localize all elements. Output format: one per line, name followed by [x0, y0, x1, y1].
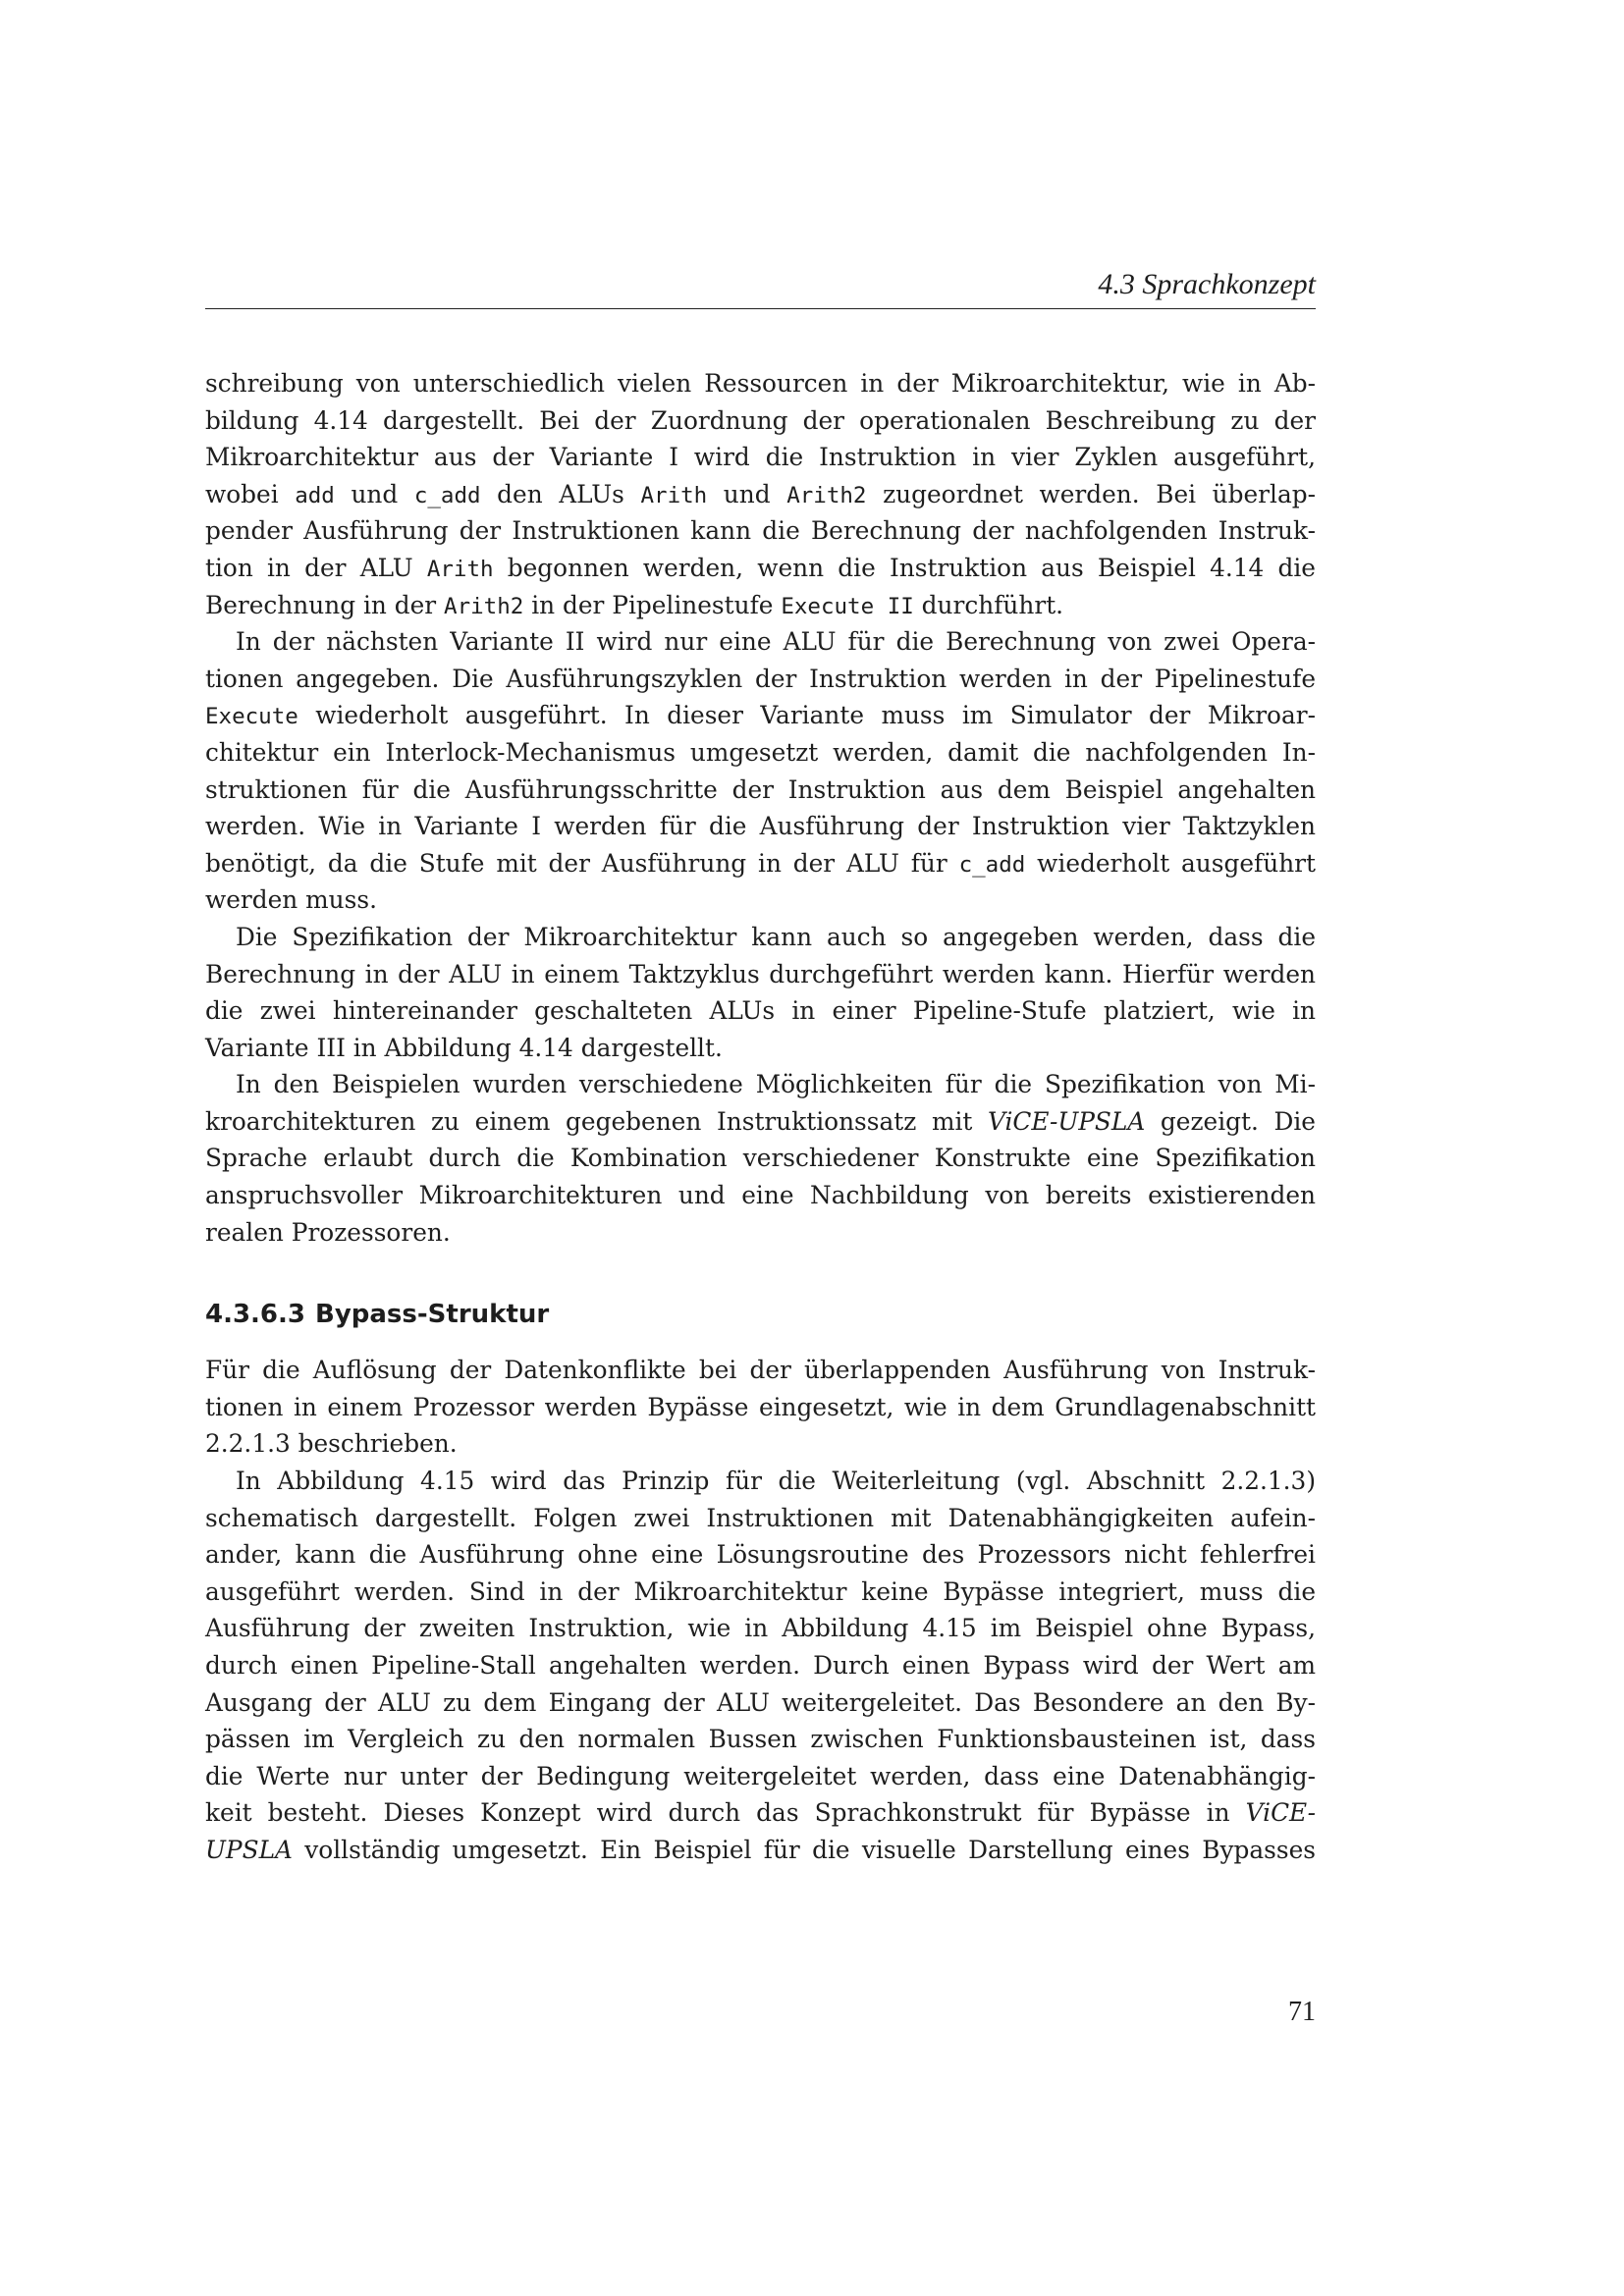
- text-line: pender Ausführung der Instruktionen kann die Berechnung der nachfolgenden Instruk-: [205, 516, 1316, 546]
- text-line: Berechnung in der ALU in einem Taktzyklus durchgeführt werden kann. Hierfür werden: [205, 959, 1316, 988]
- text-line: werden muss.: [205, 885, 377, 915]
- text-line: Mikroarchitektur aus der Variante I wird die Instruktion in vier Zyklen ausgeführt,: [205, 443, 1316, 472]
- text-run: kroarchitekturen zu einem gegebenen Instruktionssatz mit: [205, 1106, 989, 1136]
- text-line: tionen angegeben. Die Ausführungszyklen der Instruktion werden in der Pipelinestufe: [205, 664, 1316, 693]
- code-add: add: [295, 482, 335, 508]
- text-line: [205, 587, 1316, 624]
- text-line: Für die Auflösung der Datenkonflikte bei der überlappenden Ausführung von Instruk-: [205, 1356, 1316, 1385]
- text-line: [205, 550, 1316, 587]
- text-line: [205, 1103, 1316, 1141]
- section-heading: [205, 1297, 1316, 1332]
- text-line: pässen im Vergleich zu den normalen Bussen zwischen Funktionsbausteinen ist, dass: [205, 1725, 1316, 1754]
- text-line: Variante III in Abbildung 4.14 dargestellt.: [205, 1033, 723, 1062]
- text-line: In den Beispielen wurden verschiedene Möglichkeiten für die Spezifikation von Mi-: [236, 1070, 1316, 1099]
- paragraph-2: [205, 623, 1316, 919]
- paragraph-4: [205, 1066, 1316, 1251]
- text-line: chitektur ein Interlock-Mechanismus umgesetzt werden, damit die nachfolgenden In-: [205, 737, 1316, 767]
- text-run: durchführt.: [913, 590, 1064, 619]
- text-line: In der nächsten Variante II wird nur eine ALU für die Berechnung von zwei Opera-: [236, 627, 1316, 657]
- code-execute-ii: Execute II: [781, 593, 914, 619]
- text-line: bildung 4.14 dargestellt. Bei der Zuordnung der operationalen Beschreibung zu der: [205, 405, 1316, 435]
- text-run: wobei: [205, 479, 296, 508]
- text-line: Die Spezifikation der Mikroarchitektur kann auch so angegeben werden, dass die: [236, 922, 1316, 951]
- text-line: Ausführung der zweiten Instruktion, wie in Abbildung 4.15 im Beispiel ohne Bypass,: [205, 1614, 1316, 1643]
- paragraph-5: [205, 1352, 1316, 1463]
- code-c-add: c_add: [413, 482, 481, 508]
- section-number: 4.3.6.3: [205, 1300, 305, 1330]
- text-run: Berechnung in der: [205, 590, 445, 619]
- code-execute: Execute: [205, 704, 298, 730]
- text-line: [205, 697, 1316, 734]
- text-line: ausgeführt werden. Sind in der Mikroarchitektur keine Bypässe integriert, muss die: [205, 1576, 1316, 1606]
- paragraph-3: [205, 919, 1316, 1066]
- text-line: [205, 1794, 1316, 1832]
- text-line: [205, 845, 1316, 882]
- text-line: In Abbildung 4.15 wird das Prinzip für die Weiterleitung (vgl. Abschnitt 2.2.1.3): [236, 1467, 1316, 1496]
- text-run: in der Pipelinestufe: [523, 590, 782, 619]
- text-run: und: [707, 479, 787, 508]
- text-line: schematisch dargestellt. Folgen zwei Instruktionen mit Datenabhängigkeiten aufein-: [205, 1503, 1316, 1532]
- text-line: struktionen für die Ausführungsschritte der Instruktion aus dem Beispiel angehalten: [205, 774, 1316, 804]
- text-line: 2.2.1.3 beschrieben.: [205, 1429, 458, 1459]
- section-title: Bypass-Struktur: [315, 1300, 550, 1330]
- code-arith2: Arith2: [786, 482, 867, 508]
- text-line: anspruchsvoller Mikroarchitekturen und eine Nachbildung von bereits existierenden: [205, 1181, 1316, 1210]
- text-line: ander, kann die Ausführung ohne eine Lösungsroutine des Prozessors nicht fehlerfrei: [205, 1540, 1316, 1570]
- text-run: und: [334, 479, 414, 508]
- text-line: werden. Wie in Variante I werden für die Ausführung der Instruktion vier Taktzyklen: [205, 812, 1316, 841]
- vice-upsla-term: ViCE-UPSLA: [988, 1106, 1146, 1136]
- text-run: keit besteht. Dieses Konzept wird durch das Sprachkonstrukt für Bypässe in: [205, 1798, 1246, 1828]
- text-line: schreibung von unterschiedlich vielen Ressourcen in der Mikroarchitektur, wie in Ab-: [205, 369, 1316, 398]
- text-line: die Werte nur unter der Bedingung weitergeleitet werden, dass eine Datenabhängig-: [205, 1761, 1316, 1790]
- body-text: [205, 365, 1316, 1869]
- text-run: begonnen werden, wenn die Instruktion aus Beispiel 4.14 die: [493, 553, 1316, 582]
- code-arith2: Arith2: [444, 593, 524, 619]
- text-run: zugeordnet werden. Bei überlap-: [866, 479, 1316, 508]
- text-line: Sprache erlaubt durch die Kombination verschiedener Konstrukte eine Spezifikation: [205, 1144, 1316, 1173]
- text-line: die zwei hintereinander geschalteten ALUs in einer Pipeline-Stufe platziert, wie in: [205, 996, 1316, 1026]
- code-c-add: c_add: [958, 851, 1026, 878]
- paragraph-1: [205, 365, 1316, 623]
- text-line: durch einen Pipeline-Stall angehalten werden. Durch einen Bypass wird der Wert am: [205, 1651, 1316, 1680]
- text-line: tionen in einem Prozessor werden Bypässe eingesetzt, wie in dem Grundlagenabschnitt: [205, 1392, 1316, 1421]
- text-run: wiederholt ausgeführt. In dieser Variante muss im Simulator der Mikroar-: [298, 701, 1316, 730]
- text-run: wiederholt ausgeführt: [1025, 848, 1316, 878]
- vice-upsla-term: ViCE-: [1245, 1798, 1316, 1828]
- text-run: tion in der ALU: [205, 553, 427, 582]
- text-line: [205, 1832, 1316, 1869]
- paragraph-6: [205, 1463, 1316, 1869]
- text-line: [205, 476, 1316, 513]
- page-number: 71: [1288, 1997, 1316, 2027]
- header-rule: [205, 308, 1316, 309]
- running-header: 4.3 Sprachkonzept: [1098, 268, 1316, 300]
- vice-upsla-term: UPSLA: [205, 1835, 293, 1864]
- text-run: benötigt, da die Stufe mit der Ausführung in der ALU für: [205, 848, 959, 878]
- text-line: Ausgang der ALU zu dem Eingang der ALU weitergeleitet. Das Besondere an den By-: [205, 1687, 1316, 1717]
- code-arith: Arith: [426, 556, 494, 582]
- code-arith: Arith: [640, 482, 708, 508]
- text-run: vollständig umgesetzt. Ein Beispiel für die visuelle Darstellung eines Bypasses: [292, 1835, 1316, 1864]
- text-run: gezeigt. Die: [1145, 1106, 1316, 1136]
- text-line: realen Prozessoren.: [205, 1217, 451, 1247]
- text-run: den ALUs: [480, 479, 641, 508]
